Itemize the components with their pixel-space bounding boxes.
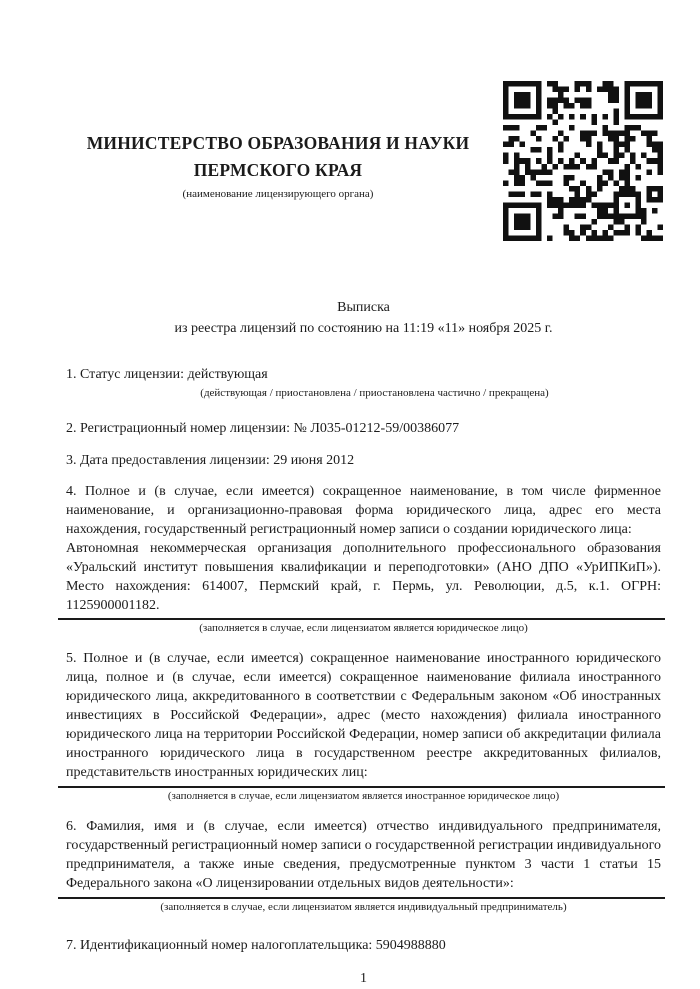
item-7-taxpayer-id: 7. Идентификационный номер налогоплательщика: 5904988880 [66, 938, 446, 953]
ministry-name-line1: МИНИСТЕРСТВО ОБРАЗОВАНИЯ И НАУКИ [86, 133, 470, 153]
item-4-legal-entity-label: 4. Полное и (в случае, если имеется) сокращенное наименование, в том числе фирменное наименование, и организационно-правовая форма юридического лица, адрес его места нахождения, государственный регистрационный номер записи о создании юридического лица: [66, 484, 661, 537]
item-1-license-status: 1. Статус лицензии: действующая [66, 367, 268, 382]
ministry-name-line2: ПЕРМСКОГО КРАЯ [193, 160, 363, 180]
page-number: 1 [360, 971, 367, 986]
item-6-individual-entrepreneur-label: 6. Фамилия, имя и (в случае, если имеется) отчество индивидуального предпринимателя, государственный регистрационный номер записи о государственной регистрации индивидуального предпринимателя, а также иные сведения, предусмотренные пунктом 3 части 1 статьи 15 Федерального закона «О лицензировании отдельных видов деятельности»: [66, 819, 661, 891]
document-title-line2: из реестра лицензий по состоянию на 11:19 «11» ноября 2025 г. [174, 321, 553, 336]
item-5-foreign-entity-label: 5. Полное и (в случае, если имеется) сокращенное наименование иностранного юридического лица, полное и (в случае, если имеется) сокращенное наименование филиала иностранного юридического лица, аккредитованного в соответствии с Федеральным законом «Об иностранных инвестициях в Российской Федерации», адрес (место нахождения) филиала иностранного юридического лица на территории Российской Федерации, номер записи об аккредитации филиала иностранного юридического лица в государственном реестре аккредитованных филиалов, представительств иностранных юридических лиц: [66, 651, 661, 780]
item-1-status-options-caption: (действующая / приостановлена / приостановлена частично / прекращена) [200, 387, 549, 399]
item-2-registration-number: 2. Регистрационный номер лицензии: № Л035-01212-59/00386077 [66, 421, 460, 436]
item-6-caption: (заполняется в случае, если лицензиатом является индивидуальный предприниматель) [160, 901, 567, 913]
item-4-legal-entity-value: Автономная некоммерческая организация дополнительного профессионального образования «Уральский институт повышения квалификации и переподготовки» (АНО ДПО «УрИПКиП»). Место нахождения: 614007, Пермский край, г. Пермь, ул. Революции, д.5, к.1. ОГРН: 1125900001182. [66, 541, 661, 613]
document-title-line1: Выписка [337, 300, 390, 315]
licensing-authority-caption: (наименование лицензирующего органа) [182, 188, 374, 200]
fill-line-legal-entity [58, 618, 665, 620]
fill-line-individual-entrepreneur [58, 897, 665, 899]
document-body [66, 0, 661, 988]
item-4-legal-entity-block [66, 482, 661, 615]
item-4-caption: (заполняется в случае, если лицензиатом является юридическое лицо) [199, 622, 528, 634]
item-3-license-grant-date: 3. Дата предоставления лицензии: 29 июня 2012 [66, 453, 355, 468]
fill-line-foreign-entity [58, 786, 665, 788]
item-5-caption: (заполняется в случае, если лицензиатом является иностранное юридическое лицо) [167, 790, 560, 802]
document-title [66, 297, 661, 339]
